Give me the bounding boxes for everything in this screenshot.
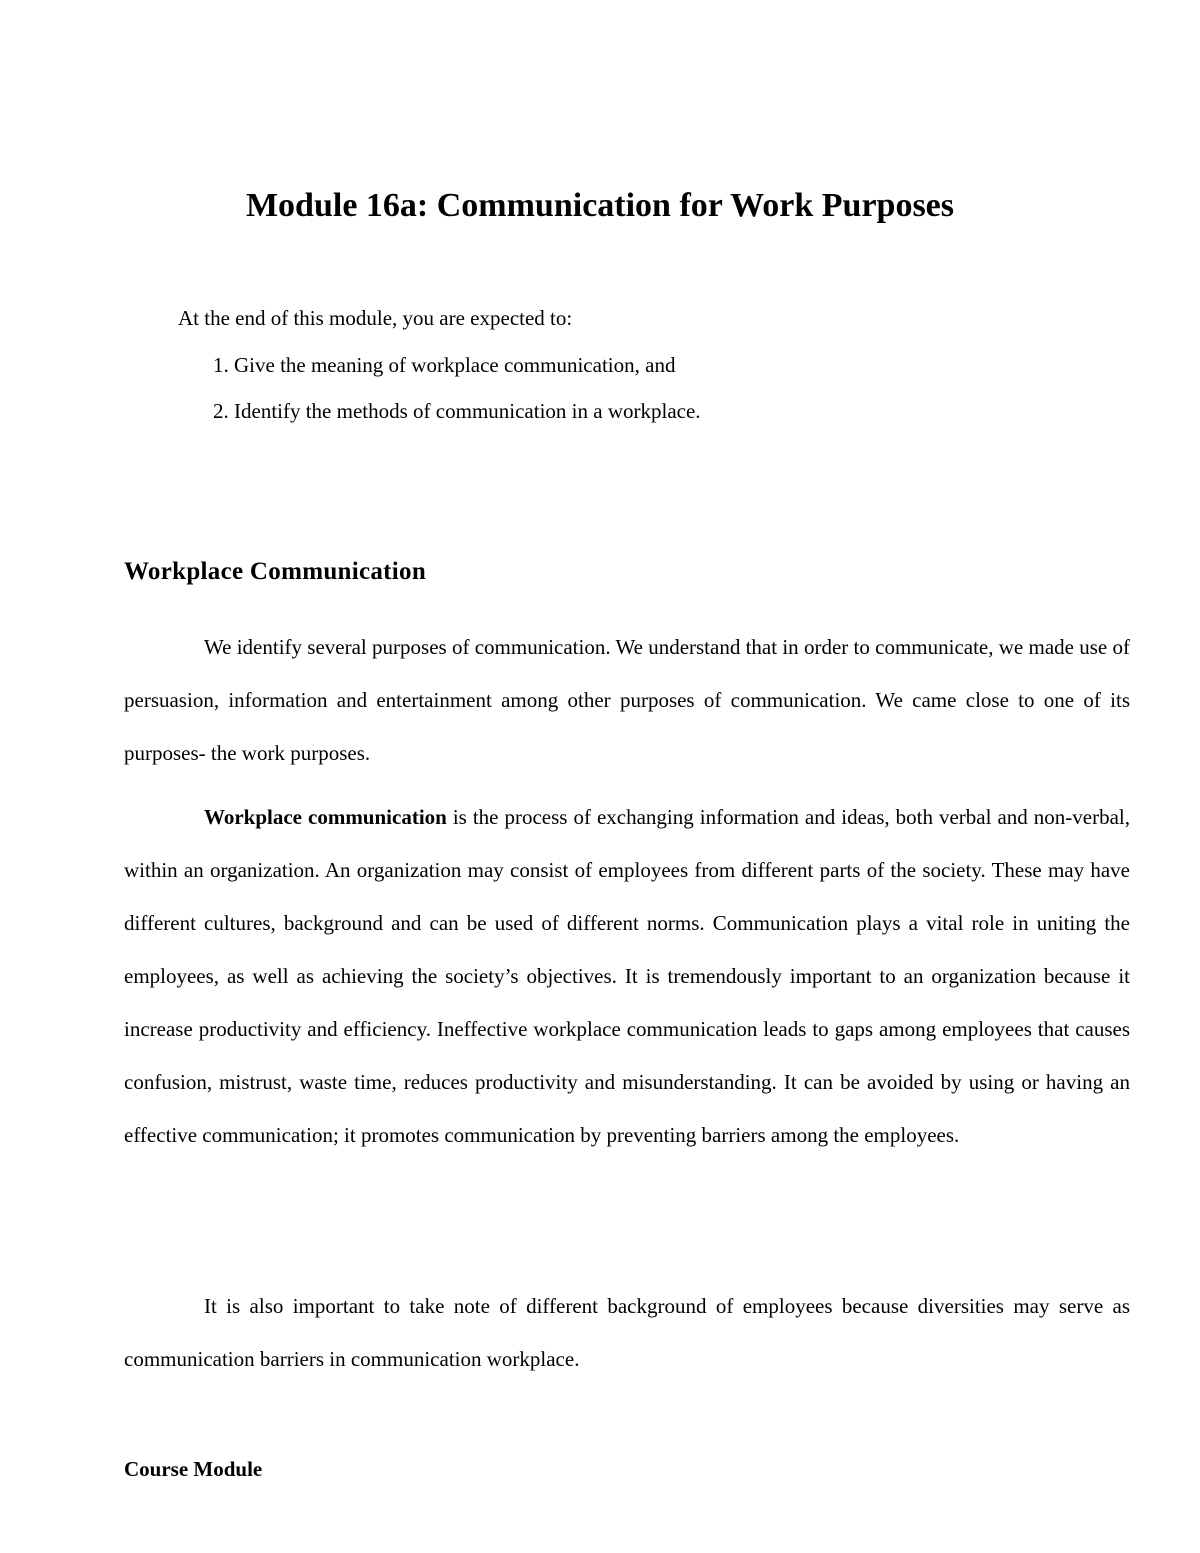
page-title: Module 16a: Communication for Work Purposes xyxy=(245,187,955,224)
footer-label: Course Module xyxy=(124,1457,263,1481)
paragraph-definition xyxy=(124,791,1130,1162)
intro-text: At the end of this module, you are expected to: xyxy=(178,306,573,330)
objective-item-1: 1. Give the meaning of workplace communication, and xyxy=(213,353,676,377)
defined-term: Workplace communication xyxy=(204,805,447,829)
paragraph-purposes: We identify several purposes of communication. We understand that in order to communicate, we made use of persuasion, information and entertainment among other purposes of communication. We came close to one of its purposes- the work purposes. xyxy=(124,635,1130,765)
objective-item-2: 2. Identify the methods of communication in a workplace. xyxy=(213,399,701,423)
paragraph-diversity: It is also important to take note of different background of employees because diversities may serve as communication barriers in communication workplace. xyxy=(124,1294,1130,1371)
definition-text: is the process of exchanging information and ideas, both verbal and non-verbal, within an organization. An organization may consist of employees from different parts of the society. These may have different cultures, background and can be used of different norms. Communication plays a vital role in uniting the employees, as well as achieving the society’s objectives. It is tremendously important to an organization because it increase productivity and efficiency. Ineffective workplace communication leads to gaps among employees that causes confusion, mistrust, waste time, reduces productivity and misunderstanding. It can be avoided by using or having an effective communication; it promotes communication by preventing barriers among the employees. xyxy=(124,805,1130,1147)
section-heading: Workplace Communication xyxy=(124,558,427,585)
